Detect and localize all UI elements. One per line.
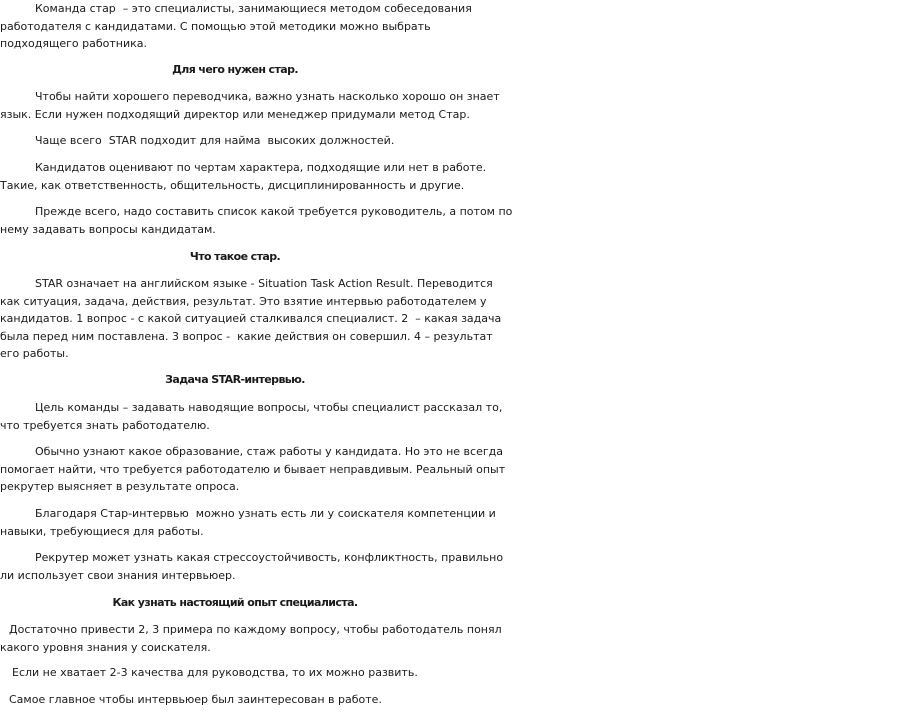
section-heading-task <box>0 371 470 389</box>
text-line: рекрутер выясняет в результате опроса. <box>0 480 240 493</box>
section-heading-what-is <box>0 248 470 266</box>
text-line: Обычно узнают какое образование, стаж работы у кандидата. Но это не всегда <box>35 445 503 458</box>
section-heading-purpose <box>0 61 470 79</box>
text-line: Достаточно привести 2, 3 примера по каждому вопросу, чтобы работодатель понял <box>9 623 502 636</box>
text-line: навыки, требующиеся для работы. <box>0 524 204 538</box>
text-line: Чтобы найти хорошего переводчика, важно узнать насколько хорошо он знает <box>35 90 500 103</box>
paragraph <box>0 664 470 682</box>
text-line: Благодаря Стар-интервью можно узнать есть ли у соискателя компетенции и <box>35 507 496 520</box>
paragraph <box>0 549 504 584</box>
text-line: Самое главное чтобы интервьюер был заинтересован в работе. <box>9 693 382 706</box>
text-line: Команда стар – это специалисты, занимающиеся методом собеседования <box>35 2 472 15</box>
paragraph <box>0 621 502 656</box>
paragraph <box>0 399 503 434</box>
paragraph <box>0 691 470 709</box>
text-line: нему задавать вопросы кандидатам. <box>0 222 216 236</box>
paragraph <box>0 203 513 238</box>
text-line: Рекрутер может узнать какая стрессоустойчивость, конфликтность, правильно <box>35 551 504 564</box>
text-line: кандидатов. 1 вопрос - с какой ситуацией сталкивался специалист. 2 – какая задача <box>0 312 502 325</box>
text-line: Прежде всего, надо составить список какой требуется руководитель, а потом по <box>35 205 513 218</box>
paragraph <box>0 505 496 540</box>
text-line: Чаще всего STAR подходит для найма высоких должностей. <box>35 134 395 147</box>
text-line: подходящего работника. <box>0 37 147 50</box>
text-line: Такие, как ответственность, общительность, дисциплинированность и другие. <box>0 178 465 192</box>
paragraph <box>0 443 506 496</box>
heading-text: Для чего нужен стар. <box>172 63 298 76</box>
text-line: как ситуация, задача, действия, результат. Это взятие интервью работодателем у <box>0 294 487 308</box>
text-line: его работы. <box>0 347 69 360</box>
heading-text: Задача STAR-интервью. <box>165 373 305 386</box>
text-line: была перед ним поставлена. 3 вопрос - какие действия он совершил. 4 – результат <box>0 329 493 343</box>
paragraph <box>0 88 500 123</box>
heading-text: Что такое стар. <box>189 250 281 263</box>
text-line: язык. Если нужен подходящий директор или менеджер придумали метод Стар. <box>0 107 470 121</box>
text-line: Цель команды – задавать наводящие вопросы, чтобы специалист рассказал то, <box>35 401 503 414</box>
text-line: помогает найти, что требуется работодателю и бывает неправдивым. Реальный опыт <box>0 462 506 476</box>
intro-paragraph <box>0 0 470 53</box>
text-line: что требуется знать работодателю. <box>0 418 210 432</box>
heading-text: Как узнать настоящий опыт специалиста. <box>112 596 358 609</box>
paragraph <box>0 275 502 363</box>
text-line: работодателя с кандидатами. С помощью этой методики можно выбрать <box>0 19 431 33</box>
text-line: Кандидатов оценивают по чертам характера, подходящие или нет в работе. <box>35 161 487 174</box>
text-line: какого уровня знания у соискателя. <box>0 640 211 654</box>
text-line: ли использует свои знания интервьюер. <box>0 568 236 582</box>
text-line: Если не хватает 2-3 качества для руководства, то их можно развить. <box>12 666 418 679</box>
paragraph <box>0 159 487 194</box>
section-heading-experience <box>0 594 470 612</box>
paragraph <box>0 132 470 150</box>
text-line: STAR означает на английском языке - Situation Task Action Result. Переводится <box>35 277 493 290</box>
